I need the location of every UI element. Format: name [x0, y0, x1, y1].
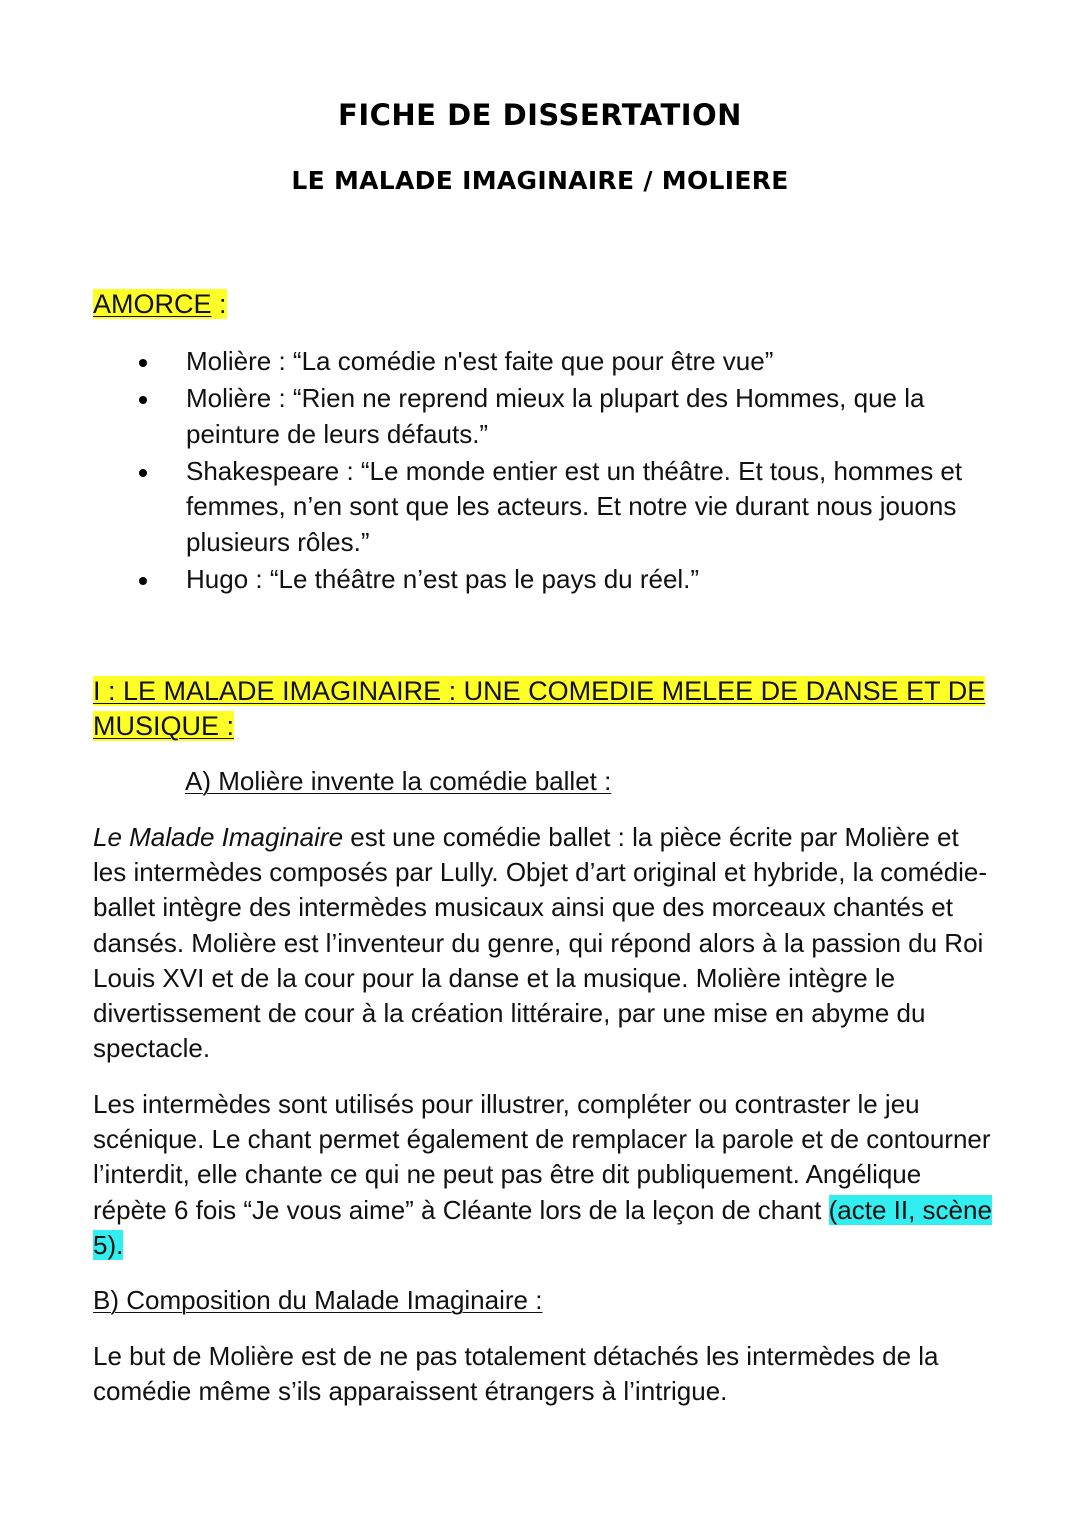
subsection-a-title: A) Molière invente la comédie ballet :: [185, 766, 612, 796]
bullet-icon: [139, 469, 147, 477]
quote-text: Molière : “Rien ne reprend mieux la plupart des Hommes, que la peinture de leurs défauts.”: [186, 383, 925, 449]
subsection-a-paragraph-2: [93, 1087, 993, 1263]
amorce-heading-highlight: [93, 289, 227, 319]
document-title: FICHE DE DISSERTATION: [338, 98, 742, 132]
document-subtitle: LE MALADE IMAGINAIRE / MOLIERE: [291, 166, 789, 195]
list-item: [93, 381, 993, 452]
list-item: [93, 562, 993, 598]
bullet-icon: [139, 396, 147, 404]
bullet-icon: [139, 577, 147, 585]
paragraph-text: est une comédie ballet : la pièce écrite par Molière et les intermèdes composés par Lully. Objet d’art original et hybride, la comédie-ballet intègre des intermèdes musicaux ainsi que des morceaux chantés et dansés. Molière est l’inventeur du genre, qui répond alors à la passion du Roi Louis XVI et de la cour pour la danse et la musique. Molière intègre le divertissement de cour à la création littéraire, par une mise en abyme du spectacle.: [93, 822, 988, 1064]
amorce-heading-label: AMORCE: [93, 289, 212, 319]
subsection-b-paragraph-1: Le but de Molière est de ne pas totalement détachés les intermèdes de la comédie même s’ils apparaissent étrangers à l’intrigue.: [93, 1341, 939, 1407]
subsection-b-title: B) Composition du Malade Imaginaire :: [93, 1285, 543, 1315]
work-title: Le Malade Imaginaire: [93, 822, 344, 852]
amorce-quote-list: [93, 344, 993, 599]
list-item: [93, 344, 993, 380]
amorce-heading: [93, 287, 227, 322]
quote-text: Hugo : “Le théâtre n’est pas le pays du réel.”: [186, 563, 700, 594]
quote-text: Molière : “La comédie n'est faite que pour être vue”: [186, 346, 774, 376]
subsection-a-paragraph-1: [93, 820, 993, 1066]
paragraph-text: Les intermèdes sont utilisés pour illustrer, compléter ou contraster le jeu scénique. Le chant permet également de remplacer la parole et de contourner l’interdit, elle chante ce qui ne peut pas être dit publiquement. Angélique répète 6 fois “Je vous aime” à Cléante lors de la leçon de chant: [93, 1089, 991, 1225]
quote-text: Shakespeare : “Le monde entier est un théâtre. Et tous, hommes et femmes, n’en sont que les acteurs. Et notre vie durant nous jouons plusieurs rôles.”: [186, 455, 963, 557]
bullet-icon: [139, 359, 147, 367]
scene-reference: (acte II, scène 5).: [93, 1194, 992, 1260]
amorce-heading-colon: :: [211, 289, 227, 319]
list-item: [93, 454, 993, 561]
section1-heading-text: I : LE MALADE IMAGINAIRE : UNE COMEDIE MELEE DE DANSE ET DE MUSIQUE :: [93, 676, 986, 741]
section1-heading: [93, 674, 993, 744]
